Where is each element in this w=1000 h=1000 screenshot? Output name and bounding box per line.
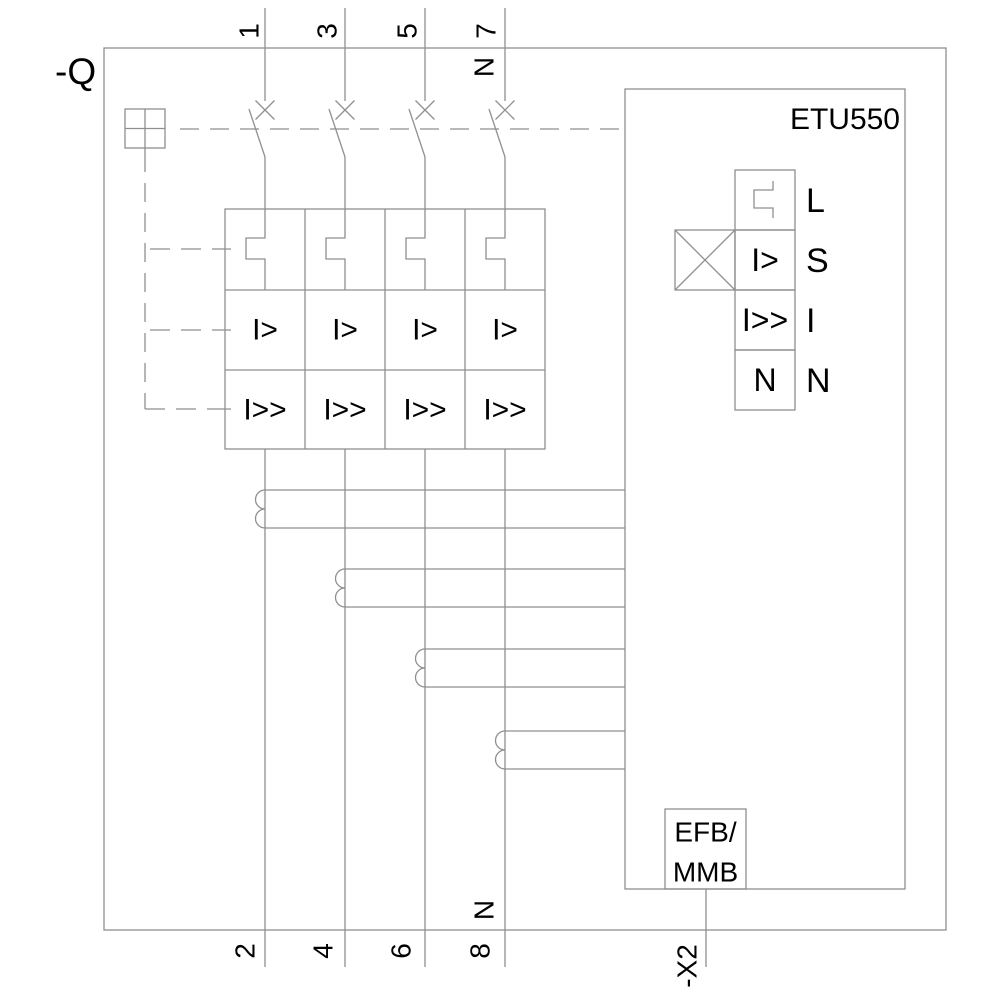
module-label-line2: MMB	[672, 856, 739, 888]
terminal-label-bottom-2: 2	[229, 943, 261, 959]
terminal-label-top-7: 7	[470, 23, 502, 39]
device-tag: -Q	[55, 51, 97, 92]
long-time-release-icon	[486, 157, 505, 290]
contact-cross-icon	[256, 101, 275, 120]
contact-cross-icon	[416, 101, 435, 120]
terminal-label-top-3: 3	[311, 23, 343, 39]
matrix-short-circuit-label: I>>	[403, 393, 447, 427]
module-label-line1: EFB/	[674, 816, 737, 848]
zone-cell-neutral-label: N	[753, 362, 777, 398]
matrix-overcurrent-label: I>	[252, 313, 278, 347]
long-time-release-icon	[326, 157, 345, 290]
contact-blade-icon	[409, 109, 425, 157]
breaker-pole-4	[486, 8, 515, 967]
current-sensor-icon	[256, 490, 626, 528]
terminal-label-aux-x2: -X2	[671, 944, 703, 988]
terminal-labels	[230, 23, 703, 988]
zone-label-N: N	[806, 362, 831, 400]
drawing-border	[104, 48, 946, 930]
zone-label-L: L	[806, 182, 825, 220]
trip-unit-title: ETU550	[789, 103, 900, 136]
breaker-pole-2	[326, 8, 355, 967]
mechanical-operator-icon	[125, 109, 165, 172]
matrix-overcurrent-label: I>	[332, 313, 358, 347]
contact-blade-icon	[329, 109, 345, 157]
terminal-label-bottom-neutral: N	[468, 899, 500, 921]
breaker-pole-3	[406, 8, 435, 967]
long-time-release-icon	[754, 181, 773, 218]
matrix-overcurrent-label: I>	[492, 313, 518, 347]
matrix-short-circuit-label: I>>	[243, 393, 287, 427]
terminal-label-bottom-8: 8	[464, 943, 496, 959]
contact-blade-icon	[489, 109, 505, 157]
zone-cell-short-circuit-label: I>>	[741, 302, 789, 338]
long-time-release-icon	[246, 157, 265, 290]
terminal-label-bottom-6: 6	[385, 943, 417, 959]
terminal-label-top-neutral: N	[468, 56, 500, 78]
zone-label-S: S	[806, 242, 829, 280]
current-sensor-icon	[416, 649, 626, 687]
breaker-pole-1	[246, 8, 275, 967]
module-box	[665, 809, 746, 967]
matrix-short-circuit-label: I>>	[483, 393, 527, 427]
current-sensor-icon	[336, 569, 626, 607]
zone-cell-overcurrent-label: I>	[751, 242, 779, 278]
contact-blade-icon	[249, 109, 265, 157]
terminal-label-top-5: 5	[391, 23, 423, 39]
zone-label-I: I	[806, 302, 816, 340]
matrix-overcurrent-label: I>	[412, 313, 438, 347]
current-sensor-icon	[496, 731, 626, 769]
release-matrix-grid	[225, 209, 545, 449]
matrix-short-circuit-label: I>>	[323, 393, 367, 427]
zone-cell-L	[735, 170, 795, 230]
long-time-release-icon	[406, 157, 425, 290]
terminal-label-bottom-4: 4	[307, 943, 339, 959]
terminal-label-top-1: 1	[233, 23, 265, 39]
contact-cross-icon	[336, 101, 355, 120]
trip-actuator-icon	[675, 230, 735, 290]
trip-unit-box	[625, 89, 905, 889]
contact-cross-icon	[496, 101, 515, 120]
